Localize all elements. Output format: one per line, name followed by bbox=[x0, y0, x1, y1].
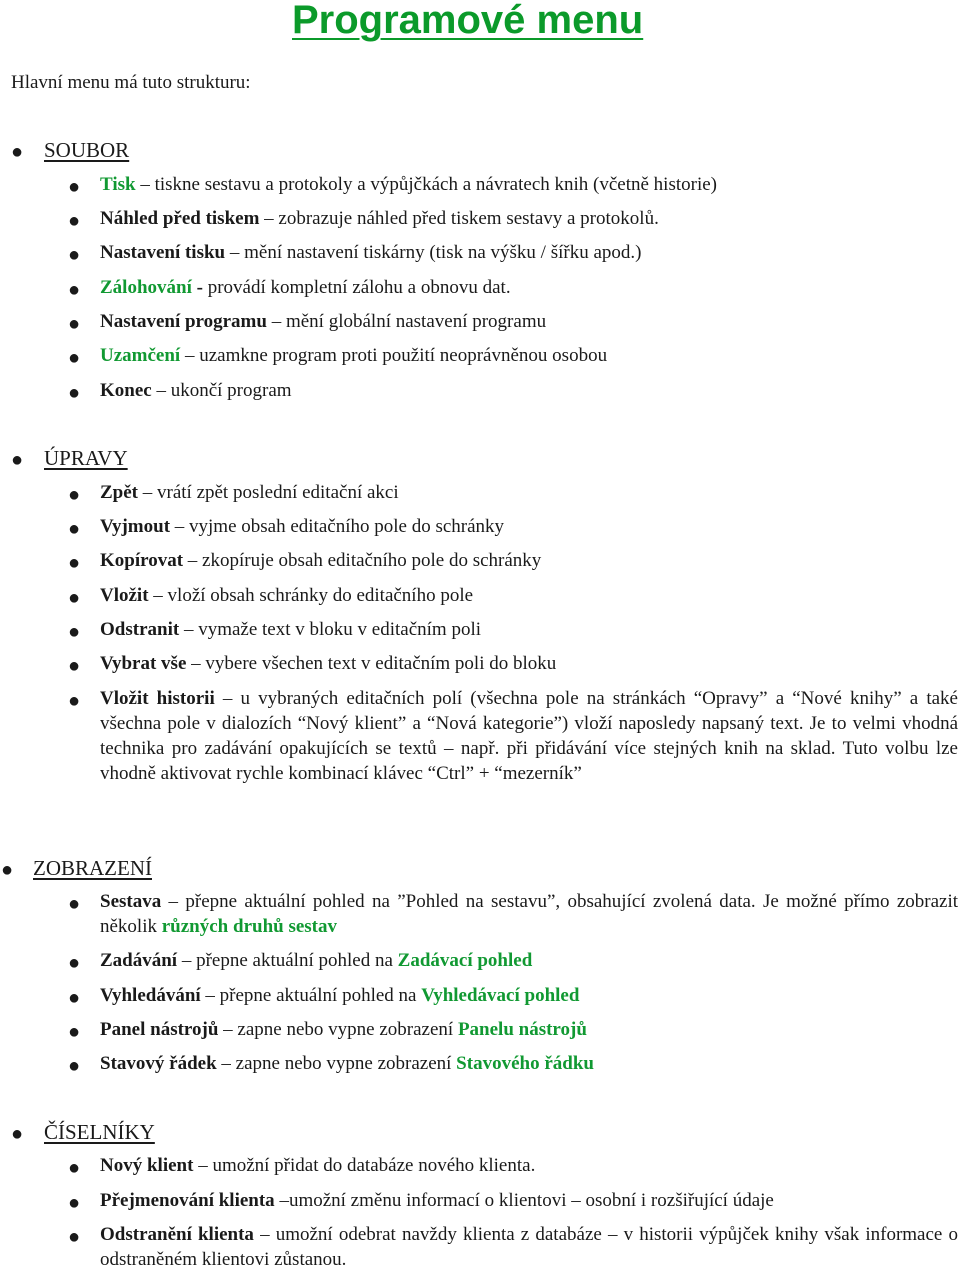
item-term: Panel nástrojů bbox=[100, 1019, 219, 1040]
list-bullet: ● bbox=[68, 587, 81, 609]
list-bullet: ● bbox=[68, 279, 81, 301]
item-term: Nastavení tisku bbox=[100, 242, 226, 263]
item-description: přepne aktuální pohled na bbox=[196, 950, 398, 971]
item-separator: – bbox=[186, 653, 206, 674]
item-separator: – bbox=[214, 688, 241, 709]
item-separator: – bbox=[151, 380, 171, 401]
item-description: vloží obsah schránky do editačního pole bbox=[167, 585, 474, 606]
menu-item bbox=[100, 651, 958, 676]
menu-item bbox=[100, 1153, 958, 1178]
item-description: umožní přidat do databáze nového klienta. bbox=[212, 1155, 536, 1176]
item-separator: – bbox=[274, 1190, 289, 1211]
list-bullet: ● bbox=[68, 1157, 81, 1179]
section-title-soubor: SOUBOR bbox=[44, 138, 130, 162]
item-term: Nastavení programu bbox=[100, 311, 267, 332]
item-separator: – bbox=[216, 1053, 236, 1074]
item-description: zapne nebo vypne zobrazení bbox=[235, 1053, 457, 1074]
list-bullet: ● bbox=[68, 552, 81, 574]
item-description: přepne aktuální pohled na ”Pohled na sestavu”, obsahující zvolená data. Je možné přímo zobrazit několik bbox=[100, 891, 959, 937]
item-term: Stavový řádek bbox=[100, 1053, 217, 1074]
section-title-zobrazeni: ZOBRAZENÍ bbox=[33, 856, 152, 880]
menu-item bbox=[100, 1017, 958, 1042]
list-bullet: ● bbox=[68, 210, 81, 232]
item-description: vymaže text v bloku v editačním poli bbox=[198, 619, 482, 640]
item-description: mění nastavení tiskárny (tisk na výšku / šířku apod.) bbox=[244, 242, 642, 263]
item-separator: – bbox=[259, 208, 279, 229]
menu-item bbox=[100, 1051, 958, 1076]
list-bullet: ● bbox=[68, 987, 81, 1009]
item-description: zkopíruje obsah editačního pole do schránky bbox=[202, 550, 542, 571]
item-term: Kopírovat bbox=[100, 550, 184, 571]
list-bullet: ● bbox=[68, 244, 81, 266]
menu-item bbox=[100, 617, 958, 642]
item-link[interactable]: Panelu nástrojů bbox=[457, 1019, 587, 1040]
item-term: Vyjmout bbox=[100, 516, 171, 537]
menu-item bbox=[100, 378, 958, 403]
item-term: Vložit historii bbox=[100, 688, 215, 709]
item-term: Uzamčení bbox=[100, 345, 181, 366]
item-separator: – bbox=[148, 585, 168, 606]
item-term: Vyhledávání bbox=[100, 985, 201, 1006]
menu-item bbox=[100, 514, 958, 539]
item-term: Zálohování bbox=[100, 277, 192, 298]
list-bullet: ● bbox=[68, 176, 81, 198]
item-separator: – bbox=[170, 516, 190, 537]
item-separator: – bbox=[138, 482, 157, 503]
menu-item bbox=[100, 583, 958, 608]
menu-item bbox=[100, 172, 958, 197]
item-term: Náhled před tiskem bbox=[100, 208, 260, 229]
menu-item bbox=[100, 686, 958, 786]
list-bullet: ● bbox=[68, 893, 81, 915]
item-term: Zadávání bbox=[100, 950, 178, 971]
item-separator: – bbox=[193, 1155, 213, 1176]
menu-item bbox=[100, 480, 958, 505]
menu-item bbox=[100, 889, 958, 939]
item-separator: – bbox=[266, 311, 286, 332]
item-description: tiskne sestavu a protokoly a výpůjčkách a návratech knih (včetně historie) bbox=[154, 174, 717, 195]
menu-item bbox=[100, 309, 958, 334]
item-link[interactable]: Vyhledávací pohled bbox=[421, 985, 580, 1006]
menu-item bbox=[100, 983, 958, 1008]
item-term: Tisk bbox=[100, 174, 136, 195]
item-description: vrátí zpět poslední editační akci bbox=[157, 482, 399, 503]
menu-item bbox=[100, 240, 958, 265]
list-bullet: ● bbox=[68, 1192, 81, 1214]
item-description: vyjme obsah editačního pole do schránky bbox=[189, 516, 505, 537]
item-separator: - bbox=[191, 277, 208, 298]
item-separator: – bbox=[180, 345, 200, 366]
menu-item bbox=[100, 548, 958, 573]
list-bullet: ● bbox=[68, 952, 81, 974]
item-description: umožní odebrat navždy klienta z databáze – v historii výpůjček knihy však informace o odstraněném klientovi zůstanou. bbox=[100, 1224, 958, 1270]
section-bullet: ● bbox=[11, 449, 24, 471]
item-term: Vybrat vše bbox=[100, 653, 187, 674]
list-bullet: ● bbox=[68, 621, 81, 643]
page-title: Programové menu bbox=[292, 0, 644, 42]
list-bullet: ● bbox=[68, 382, 81, 404]
item-separator: – bbox=[253, 1224, 276, 1245]
list-bullet: ● bbox=[68, 484, 81, 506]
item-separator: – bbox=[200, 985, 220, 1006]
item-separator: – bbox=[161, 891, 186, 912]
menu-item bbox=[100, 343, 958, 368]
item-term: Nový klient bbox=[100, 1155, 194, 1176]
item-separator: – bbox=[183, 550, 203, 571]
menu-item bbox=[100, 948, 958, 973]
item-description: mění globální nastavení programu bbox=[285, 311, 547, 332]
item-separator: – bbox=[225, 242, 245, 263]
section-bullet: ● bbox=[11, 141, 24, 163]
section-bullet: ● bbox=[1, 859, 14, 881]
section-title-upravy: ÚPRAVY bbox=[44, 446, 128, 470]
item-description: uzamkne program proti použití neoprávněnou osobou bbox=[199, 345, 608, 366]
section-bullet: ● bbox=[11, 1123, 24, 1145]
item-separator: – bbox=[177, 950, 197, 971]
item-term: Vložit bbox=[100, 585, 149, 606]
item-description: ukončí program bbox=[170, 380, 292, 401]
list-bullet: ● bbox=[68, 518, 81, 540]
item-term: Odstranit bbox=[100, 619, 180, 640]
list-bullet: ● bbox=[68, 313, 81, 335]
item-link[interactable]: Stavového řádku bbox=[456, 1053, 594, 1074]
item-description: provádí kompletní zálohu a obnovu dat. bbox=[207, 277, 511, 298]
item-separator: – bbox=[179, 619, 199, 640]
intro-text: Hlavní menu má tuto strukturu: bbox=[11, 72, 251, 93]
item-link[interactable]: Zadávací pohled bbox=[397, 950, 533, 971]
item-description: zapne nebo vypne zobrazení bbox=[237, 1019, 458, 1040]
list-bullet: ● bbox=[68, 655, 81, 677]
item-separator: – bbox=[135, 174, 155, 195]
item-term: Odstranění klienta bbox=[100, 1224, 254, 1245]
item-term: Zpět bbox=[100, 482, 138, 503]
list-bullet: ● bbox=[68, 347, 81, 369]
item-term: Přejmenování klienta bbox=[100, 1190, 275, 1211]
list-bullet: ● bbox=[68, 1021, 81, 1043]
menu-item bbox=[100, 1188, 958, 1213]
item-link[interactable]: různých druhů sestav bbox=[161, 916, 337, 937]
item-separator: – bbox=[218, 1019, 238, 1040]
item-description: přepne aktuální pohled na bbox=[219, 985, 422, 1006]
item-description: u vybraných editačních polí (všechna pole na stránkách “Opravy” a “Nové knihy” a také všechna pole v dialozích “Nový klient” a “Nová kategorie”) vloží naposledy napsaný text. Je to velmi vhodná technika pro zadávání opakujících se textů – např. při přidávání více stejných knih na sklad. Tuto volbu lze vhodně aktivovat rychle kombinací klávec “Ctrl” + “mezerník” bbox=[100, 688, 958, 784]
section-title-ciselniky: ČÍSELNÍKY bbox=[44, 1120, 155, 1144]
item-term: Konec bbox=[100, 380, 152, 401]
menu-item bbox=[100, 1222, 958, 1272]
item-term: Sestava bbox=[100, 891, 162, 912]
menu-item bbox=[100, 275, 958, 300]
list-bullet: ● bbox=[68, 1226, 81, 1248]
menu-item bbox=[100, 206, 958, 231]
list-bullet: ● bbox=[68, 1055, 81, 1077]
item-description: zobrazuje náhled před tiskem sestavy a protokolů. bbox=[278, 208, 659, 229]
list-bullet: ● bbox=[68, 690, 81, 712]
item-description: umožní změnu informací o klientovi – osobní i rozšiřující údaje bbox=[288, 1190, 774, 1211]
item-description: vybere všechen text v editačním poli do bloku bbox=[205, 653, 557, 674]
